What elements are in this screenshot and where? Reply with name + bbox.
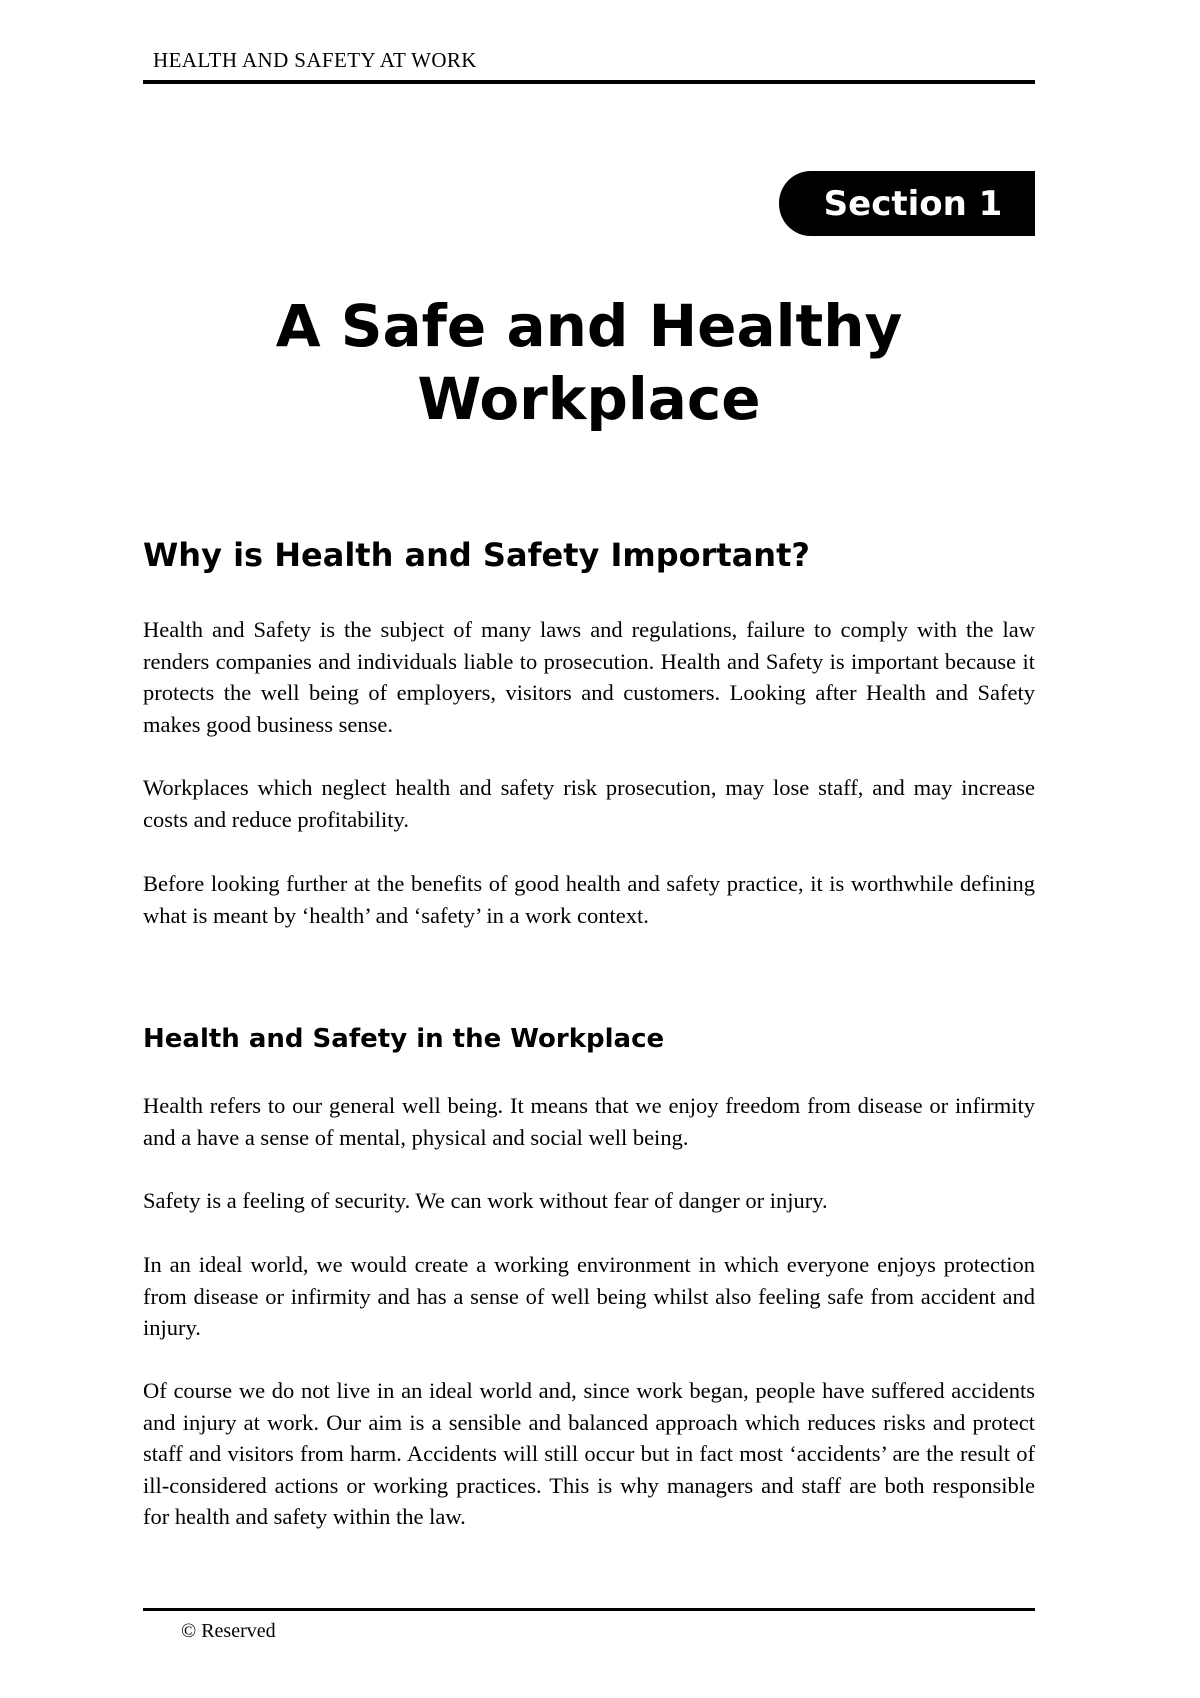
section-heading-workplace: Health and Safety in the Workplace — [143, 1024, 665, 1054]
paragraph: Health refers to our general well being. It means that we enjoy freedom from disease or infirmity and a have a sense of mental, physical and social well being. — [143, 1093, 1035, 1150]
section-tab: Section 1 — [779, 171, 1035, 236]
title-line-1: A Safe and Healthy — [275, 292, 903, 360]
footer-rule — [143, 1608, 1035, 1611]
paragraph: Before looking further at the benefits of good health and safety practice, it is worthwhile defining what is meant by ‘health’ and ‘safety’ in a work context. — [143, 871, 1035, 928]
paragraph: Workplaces which neglect health and safety risk prosecution, may lose staff, and may increase costs and reduce profitability. — [143, 775, 1035, 832]
page-title — [143, 290, 1035, 436]
title-line-2: Workplace — [417, 365, 761, 433]
paragraph: Of course we do not live in an ideal world and, since work began, people have suffered accidents and injury at work. Our aim is a sensible and balanced approach which reduces risks and protect staff and visitors from harm. Accidents will still occur but in fact most ‘accidents’ are the result of ill-considered actions or working practices. This is why managers and staff are both responsible for health and safety within the law. — [143, 1378, 1035, 1529]
header-rule — [143, 80, 1035, 84]
section-heading-importance: Why is Health and Safety Important? — [143, 536, 810, 574]
paragraph: In an ideal world, we would create a working environment in which everyone enjoys protection from disease or infirmity and has a sense of well being whilst also feeling safe from accident and injury. — [143, 1252, 1035, 1340]
paragraph: Safety is a feeling of security. We can work without fear of danger or injury. — [143, 1188, 828, 1213]
footer-copyright: © Reserved — [181, 1620, 276, 1642]
paragraph: Health and Safety is the subject of many laws and regulations, failure to comply with the law renders companies and individuals liable to prosecution. Health and Safety is important because it protects the well being of employers, visitors and customers. Looking after Health and Safety makes good business sense. — [143, 617, 1035, 737]
running-header: HEALTH AND SAFETY AT WORK — [153, 48, 477, 72]
